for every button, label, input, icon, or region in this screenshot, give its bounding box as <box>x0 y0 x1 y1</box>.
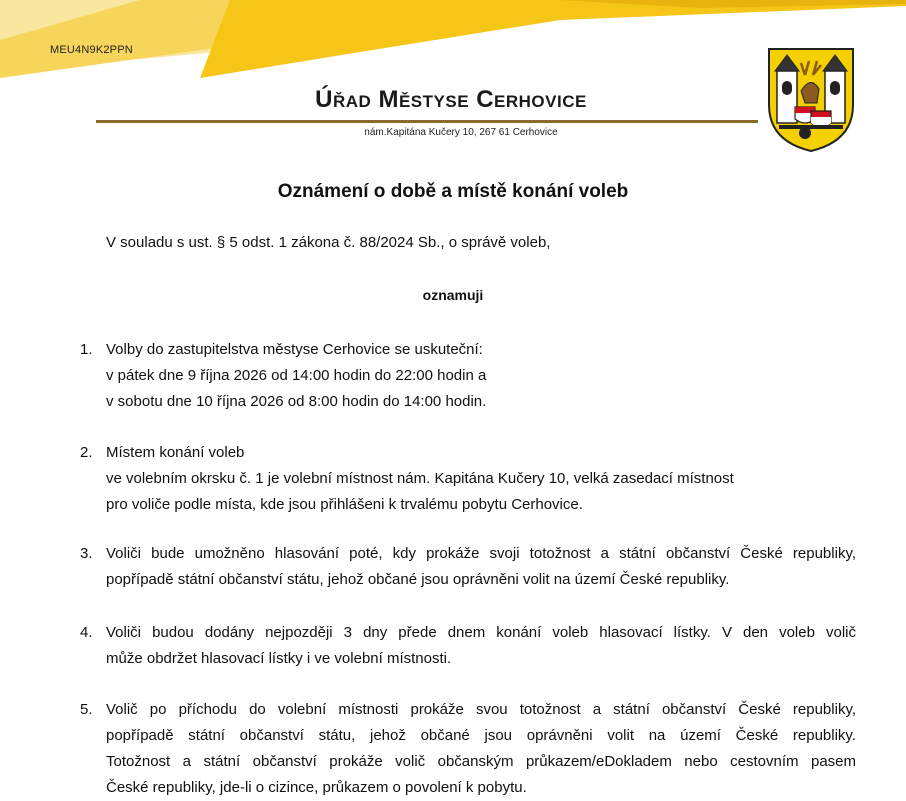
text-line: popřípadě státní občanství státu, jehož občané jsou oprávněni volit na území České republiky. <box>106 571 730 588</box>
text-line: popřípadě státní občanství státu, jehož občané jsou oprávněni volit na území České republiky. <box>106 727 856 744</box>
list-item-text <box>106 697 856 801</box>
list-item-text <box>106 440 856 518</box>
text-line: v pátek dne 9 října 2026 od 14:00 hodin do 22:00 hodin a <box>106 367 487 384</box>
text-line: Voliči budou dodány nejpozději 3 dny přede dnem konání voleb hlasovací lístky. V den voleb volič <box>106 624 856 641</box>
list-item-text <box>106 337 856 415</box>
list-item-number: 4. <box>80 624 93 641</box>
text-line: pro voliče podle místa, kde jsou přihlášeni k trvalému pobytu Cerhovice. <box>106 496 583 513</box>
office-title: Úřad Městyse Cerhovice <box>315 86 587 113</box>
text-line: Místem konání voleb <box>106 444 245 461</box>
list-item-number: 3. <box>80 545 93 562</box>
list-item-text <box>106 620 856 672</box>
document-title: Oznámení o době a místě konání voleb <box>277 181 629 202</box>
list-item-number: 1. <box>80 341 93 358</box>
header-rule <box>96 120 758 123</box>
office-address: nám.Kapitána Kučery 10, 267 61 Cerhovice <box>364 127 558 138</box>
coat-of-arms-icon <box>765 45 857 153</box>
announce-word: oznamuji <box>422 287 484 303</box>
text-line: Volič po příchodu do volební místnosti prokáže svou totožnost a státní občanství České republiky, <box>106 701 856 718</box>
text-line: ve volebním okrsku č. 1 je volební místnost nám. Kapitána Kučery 10, velká zasedací místnost <box>106 470 734 487</box>
text-line: může obdržet hlasovací lístky i ve volební místnosti. <box>106 650 452 667</box>
text-line: v sobotu dne 10 října 2026 od 8:00 hodin do 14:00 hodin. <box>106 393 487 410</box>
document-id: MEU4N9K2PPN <box>50 44 133 56</box>
intro-paragraph: V souladu s ust. § 5 odst. 1 zákona č. 88/2024 Sb., o správě voleb, <box>106 234 551 251</box>
list-item-number: 2. <box>80 444 93 461</box>
text-line: Volby do zastupitelstva městyse Cerhovice se uskuteční: <box>106 341 483 358</box>
text-line: Voliči bude umožněno hlasování poté, kdy prokáže svoji totožnost a státní občanství České republiky, <box>106 545 856 562</box>
list-item-number: 5. <box>80 701 93 718</box>
list-item-text <box>106 541 856 593</box>
text-line: Totožnost a státní občanství prokáže volič občanským průkazem/eDokladem nebo cestovním pasem <box>106 753 856 770</box>
text-line: České republiky, jde-li o cizince, průkazem o povolení k pobytu. <box>106 779 527 796</box>
